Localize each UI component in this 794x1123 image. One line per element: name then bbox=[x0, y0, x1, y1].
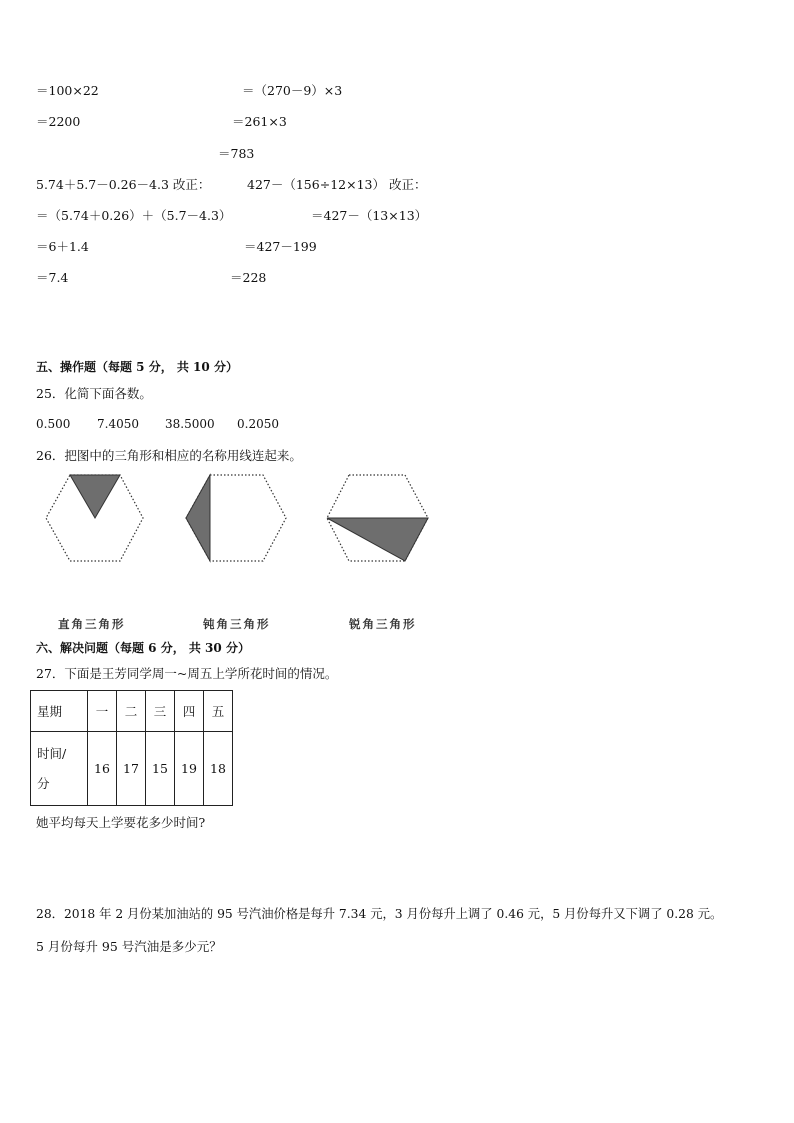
label-acute-triangle: 锐角三角形 bbox=[349, 617, 417, 631]
calc-line-1b: ＝（270－9）×3 bbox=[242, 83, 343, 98]
table-header-time-line2: 分 bbox=[37, 775, 50, 791]
number-1: 0.500 bbox=[36, 417, 71, 431]
table-cell-time: 16 bbox=[88, 732, 117, 806]
calc-line-7a: ＝7.4 bbox=[36, 270, 69, 285]
table-cell-time: 17 bbox=[117, 732, 146, 806]
calc-line-2b: ＝261×3 bbox=[232, 114, 287, 129]
number-4: 0.2050 bbox=[237, 417, 279, 431]
calc-line-4b: 427－（156÷12×13） 改正： bbox=[247, 177, 427, 192]
section-six-title: 六、解决问题（每题 6 分， 共 30 分） bbox=[36, 641, 250, 655]
hexagon-figure-acute bbox=[327, 475, 428, 561]
table-cell-time: 18 bbox=[204, 732, 233, 806]
table-cell-time: 15 bbox=[146, 732, 175, 806]
table-cell-day: 五 bbox=[204, 691, 233, 732]
table-row bbox=[31, 691, 233, 732]
section-five-title: 五、操作题（每题 5 分， 共 10 分） bbox=[36, 360, 238, 374]
number-2: 7.4050 bbox=[97, 417, 139, 431]
table-cell-day: 一 bbox=[88, 691, 117, 732]
calc-line-1a: ＝100×22 bbox=[36, 83, 99, 98]
question-27-ask: 她平均每天上学要花多少时间? bbox=[36, 815, 206, 830]
table-cell-day: 四 bbox=[175, 691, 204, 732]
hexagon-figure-right bbox=[46, 475, 143, 561]
calc-line-5a: ＝（5.74＋0.26）＋（5.7－4.3） bbox=[36, 208, 232, 223]
calc-line-2a: ＝2200 bbox=[36, 114, 81, 129]
label-right-triangle: 直角三角形 bbox=[58, 617, 126, 631]
table-cell-day: 三 bbox=[146, 691, 175, 732]
label-obtuse-triangle: 钝角三角形 bbox=[203, 617, 271, 631]
number-3: 38.5000 bbox=[165, 417, 215, 431]
hexagon-figures bbox=[0, 465, 480, 575]
table-row bbox=[31, 732, 233, 806]
hexagon-figure-obtuse bbox=[186, 475, 286, 561]
commute-time-table bbox=[30, 690, 233, 806]
calc-line-3b: ＝783 bbox=[218, 146, 255, 161]
question-27: 27．下面是王芳同学周一~周五上学所花时间的情况。 bbox=[36, 666, 338, 681]
table-header-time-line1: 时间/ bbox=[37, 745, 67, 761]
table-cell-time: 19 bbox=[175, 732, 204, 806]
calc-line-6a: ＝6＋1.4 bbox=[36, 239, 89, 254]
calc-line-4a: 5.74＋5.7－0.26－4.3 改正： bbox=[36, 177, 211, 192]
table-cell-day: 二 bbox=[117, 691, 146, 732]
question-28-line1: 28．2018 年 2 月份某加油站的 95 号汽油价格是每升 7.34 元，3 月份每升上调了 0.46 元，5 月份每升又下调了 0.28 元。 bbox=[36, 907, 723, 921]
calc-line-7b: ＝228 bbox=[230, 270, 267, 285]
question-28-line2: 5 月份每升 95 号汽油是多少元？ bbox=[36, 939, 222, 954]
table-header-weekday: 星期 bbox=[31, 691, 88, 732]
table-header-time bbox=[31, 732, 88, 806]
question-25: 25．化简下面各数。 bbox=[36, 386, 152, 401]
calc-line-6b: ＝427－199 bbox=[244, 239, 317, 254]
question-26: 26．把图中的三角形和相应的名称用线连起来。 bbox=[36, 448, 302, 463]
calc-line-5b: ＝427－（13×13） bbox=[311, 208, 428, 223]
